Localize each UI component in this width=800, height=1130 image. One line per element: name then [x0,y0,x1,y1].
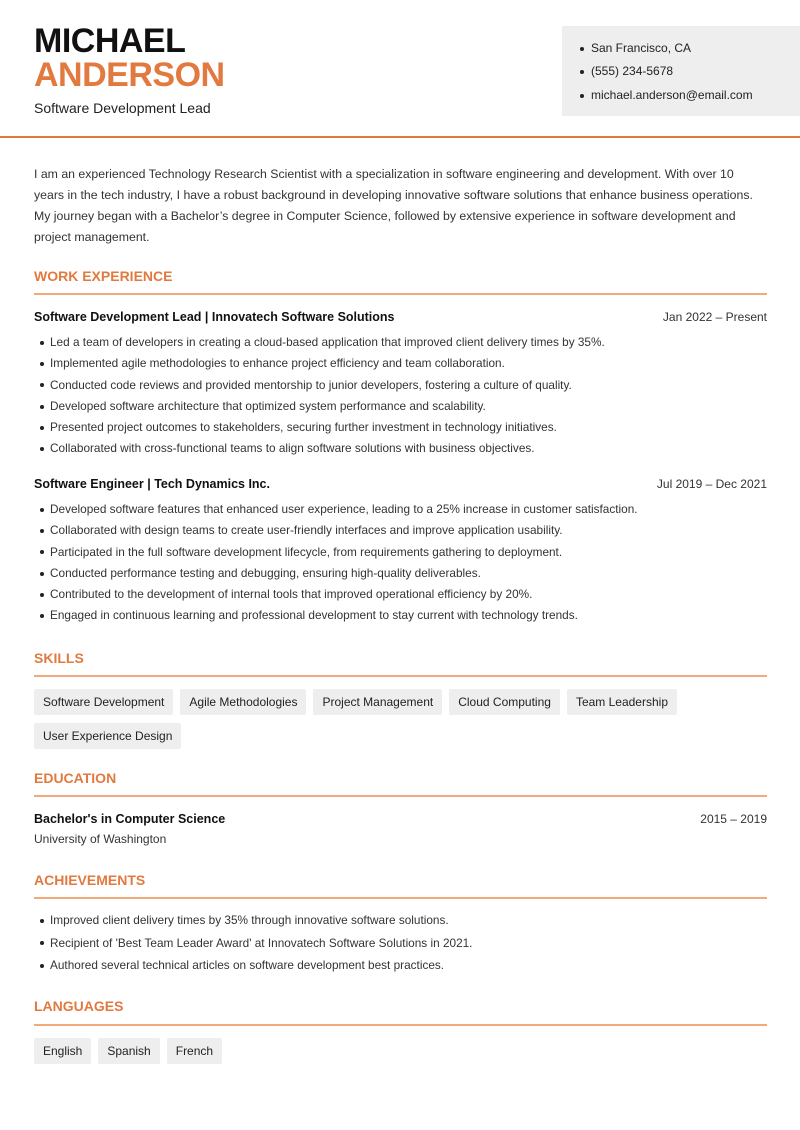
bullet-icon [40,529,44,533]
contact-phone: (555) 234-5678 [580,64,673,78]
job-header [34,310,767,324]
language-chip: English [34,1038,91,1064]
bullet-icon [580,47,584,51]
job-dates: Jan 2022 – Present [662,310,767,324]
bullet-icon [40,572,44,576]
education-school: University of Washington [34,832,167,846]
resume-header [0,0,800,138]
bullet-icon [40,362,44,366]
bullet-icon [40,508,44,512]
list-item: Conducted performance testing and debugging, ensuring high-quality deliverables. [34,563,767,584]
list-item: Recipient of 'Best Team Leader Award' at Innovatech Software Solutions in 2021. [34,932,767,955]
bullet-icon [40,941,44,945]
job-role: Software Development Lead | Innovatech Software Solutions [34,310,395,324]
job-bullets [34,332,767,460]
bullet-icon [40,550,44,554]
section-divider [34,795,767,797]
bullet-icon [40,426,44,430]
skill-chip: User Experience Design [34,723,181,749]
skills-list [34,689,774,757]
contact-email[interactable]: michael.anderson@email.com [580,88,753,102]
list-item: Implemented agile methodologies to enhance project efficiency and team collaboration. [34,353,767,374]
section-title-languages: LANGUAGES [34,998,124,1014]
list-item: Improved client delivery times by 35% through innovative software solutions. [34,909,767,932]
list-item: Developed software architecture that optimized system performance and scalability. [34,396,767,417]
achievements-list [34,909,767,977]
section-divider [34,293,767,295]
list-item: Collaborated with design teams to create user-friendly interfaces and improve application usability. [34,520,767,541]
section-title-skills: SKILLS [34,650,84,666]
skill-chip: Agile Methodologies [180,689,306,715]
job-dates: Jul 2019 – Dec 2021 [656,477,767,491]
skill-chip: Team Leadership [567,689,677,715]
education-dates: 2015 – 2019 [700,812,767,826]
bullet-icon [40,383,44,387]
section-title-work: WORK EXPERIENCE [34,268,173,284]
first-name: MICHAEL [34,22,186,60]
list-item: Authored several technical articles on software development best practices. [34,954,767,977]
bullet-icon [40,447,44,451]
list-item: Collaborated with cross-functional teams to align software solutions with business objectives. [34,438,767,459]
summary-paragraph: I am an experienced Technology Research Scientist with a specialization in software engineering and development. With over 10 years in the tech industry, I have a robust background in developing innovative software solutions that enhance business operations. My journey began with a Bachelor’s degree in Computer Science, followed by extensive experience in software development and project management. [34,167,753,244]
bullet-icon [40,614,44,618]
bullet-icon [580,70,584,74]
bullet-icon [40,919,44,923]
list-item: Engaged in continuous learning and professional development to stay current with technology trends. [34,605,767,626]
job-title: Software Development Lead [34,100,211,116]
list-item: Presented project outcomes to stakeholders, securing further investment in technology initiatives. [34,417,767,438]
section-title-education: EDUCATION [34,770,117,786]
bullet-icon [40,405,44,409]
list-item: Participated in the full software development lifecycle, from requirements gathering to deployment. [34,542,767,563]
bullet-icon [40,964,44,968]
language-chip: French [167,1038,222,1064]
section-title-achievements: ACHIEVEMENTS [34,872,146,888]
last-name: ANDERSON [34,56,225,94]
bullet-icon [40,341,44,345]
skill-chip: Cloud Computing [449,689,560,715]
skill-chip: Project Management [313,689,442,715]
list-item: Developed software features that enhanced user experience, leading to a 25% increase in customer satisfaction. [34,499,767,520]
job-role: Software Engineer | Tech Dynamics Inc. [34,477,270,491]
job-header [34,477,767,491]
list-item: Conducted code reviews and provided mentorship to junior developers, fostering a culture of quality. [34,375,767,396]
list-item: Led a team of developers in creating a cloud-based application that improved client delivery times by 35%. [34,332,767,353]
bullet-icon [580,94,584,98]
skill-chip: Software Development [34,689,173,715]
bullet-icon [40,593,44,597]
section-divider [34,897,767,899]
contact-box [562,26,800,116]
contact-location: San Francisco, CA [580,41,691,55]
languages-list [34,1038,774,1072]
list-item: Contributed to the development of internal tools that improved operational efficiency by 20%. [34,584,767,605]
section-divider [34,675,767,677]
education-degree: Bachelor's in Computer Science [34,812,226,826]
language-chip: Spanish [98,1038,159,1064]
job-bullets [34,499,767,627]
section-divider [34,1024,767,1026]
